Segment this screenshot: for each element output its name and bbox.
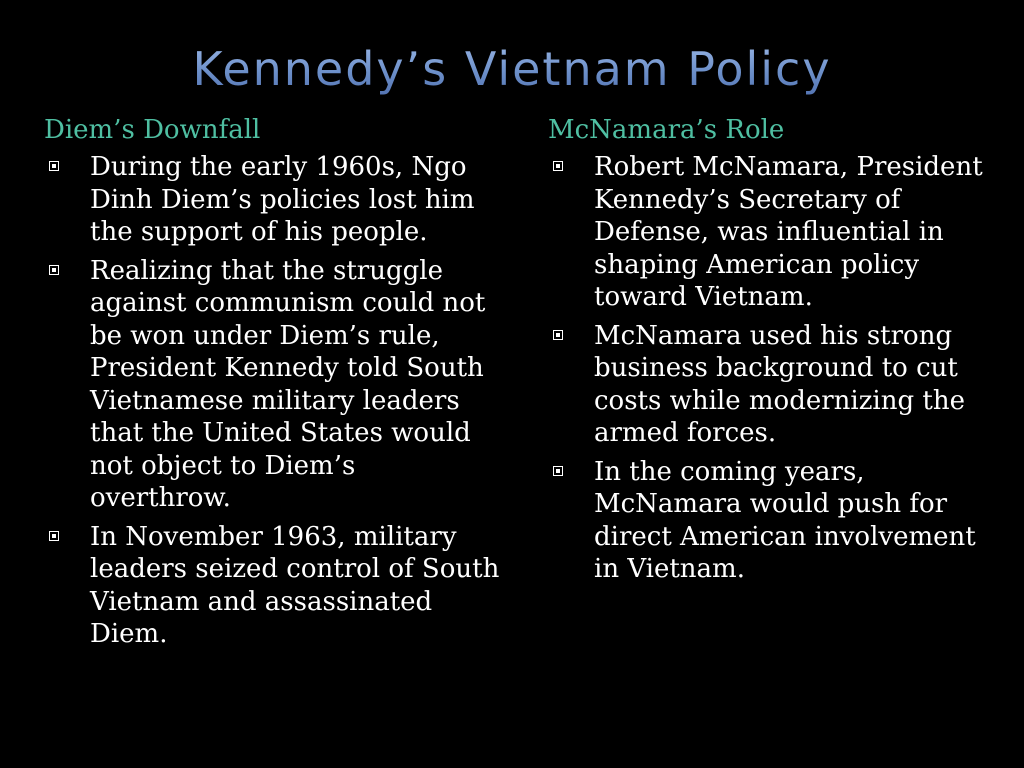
bullet-text: Robert McNamara, President Kennedy’s Secretary of Defense, was influential in shaping American policy toward Vietnam. [594, 152, 983, 312]
left-bullet-list [44, 151, 504, 651]
slide-title: Kennedy’s Vietnam Policy [0, 38, 1024, 100]
square-bullet-icon [553, 330, 563, 340]
right-bullet-list [548, 151, 998, 586]
bullet-text: In November 1963, military leaders seized control of South Vietnam and assassinated Diem. [90, 521, 500, 649]
bullet-item [548, 320, 998, 450]
left-column-heading: Diem’s Downfall [44, 115, 261, 145]
square-bullet-icon [49, 265, 59, 275]
bullet-text: In the coming years, McNamara would push for direct American involvement in Vietnam. [594, 456, 976, 584]
square-bullet-icon [553, 466, 563, 476]
bullet-item [44, 255, 504, 515]
right-column-heading: McNamara’s Role [548, 115, 785, 145]
bullet-text: McNamara used his strong business background to cut costs while modernizing the armed forces. [594, 320, 965, 448]
left-column [44, 112, 504, 657]
bullet-item [548, 456, 998, 586]
square-bullet-icon [49, 531, 59, 541]
bullet-item [44, 521, 504, 651]
bullet-text: During the early 1960s, Ngo Dinh Diem’s policies lost him the support of his people. [90, 152, 475, 247]
bullet-item [548, 151, 998, 314]
square-bullet-icon [553, 161, 563, 171]
bullet-item [44, 151, 504, 249]
bullet-text: Realizing that the struggle against communism could not be won under Diem’s rule, President Kennedy told South Vietnamese military leaders that the United States would not object to Diem’s overthrow. [90, 255, 486, 513]
square-bullet-icon [49, 161, 59, 171]
right-column [548, 112, 998, 592]
